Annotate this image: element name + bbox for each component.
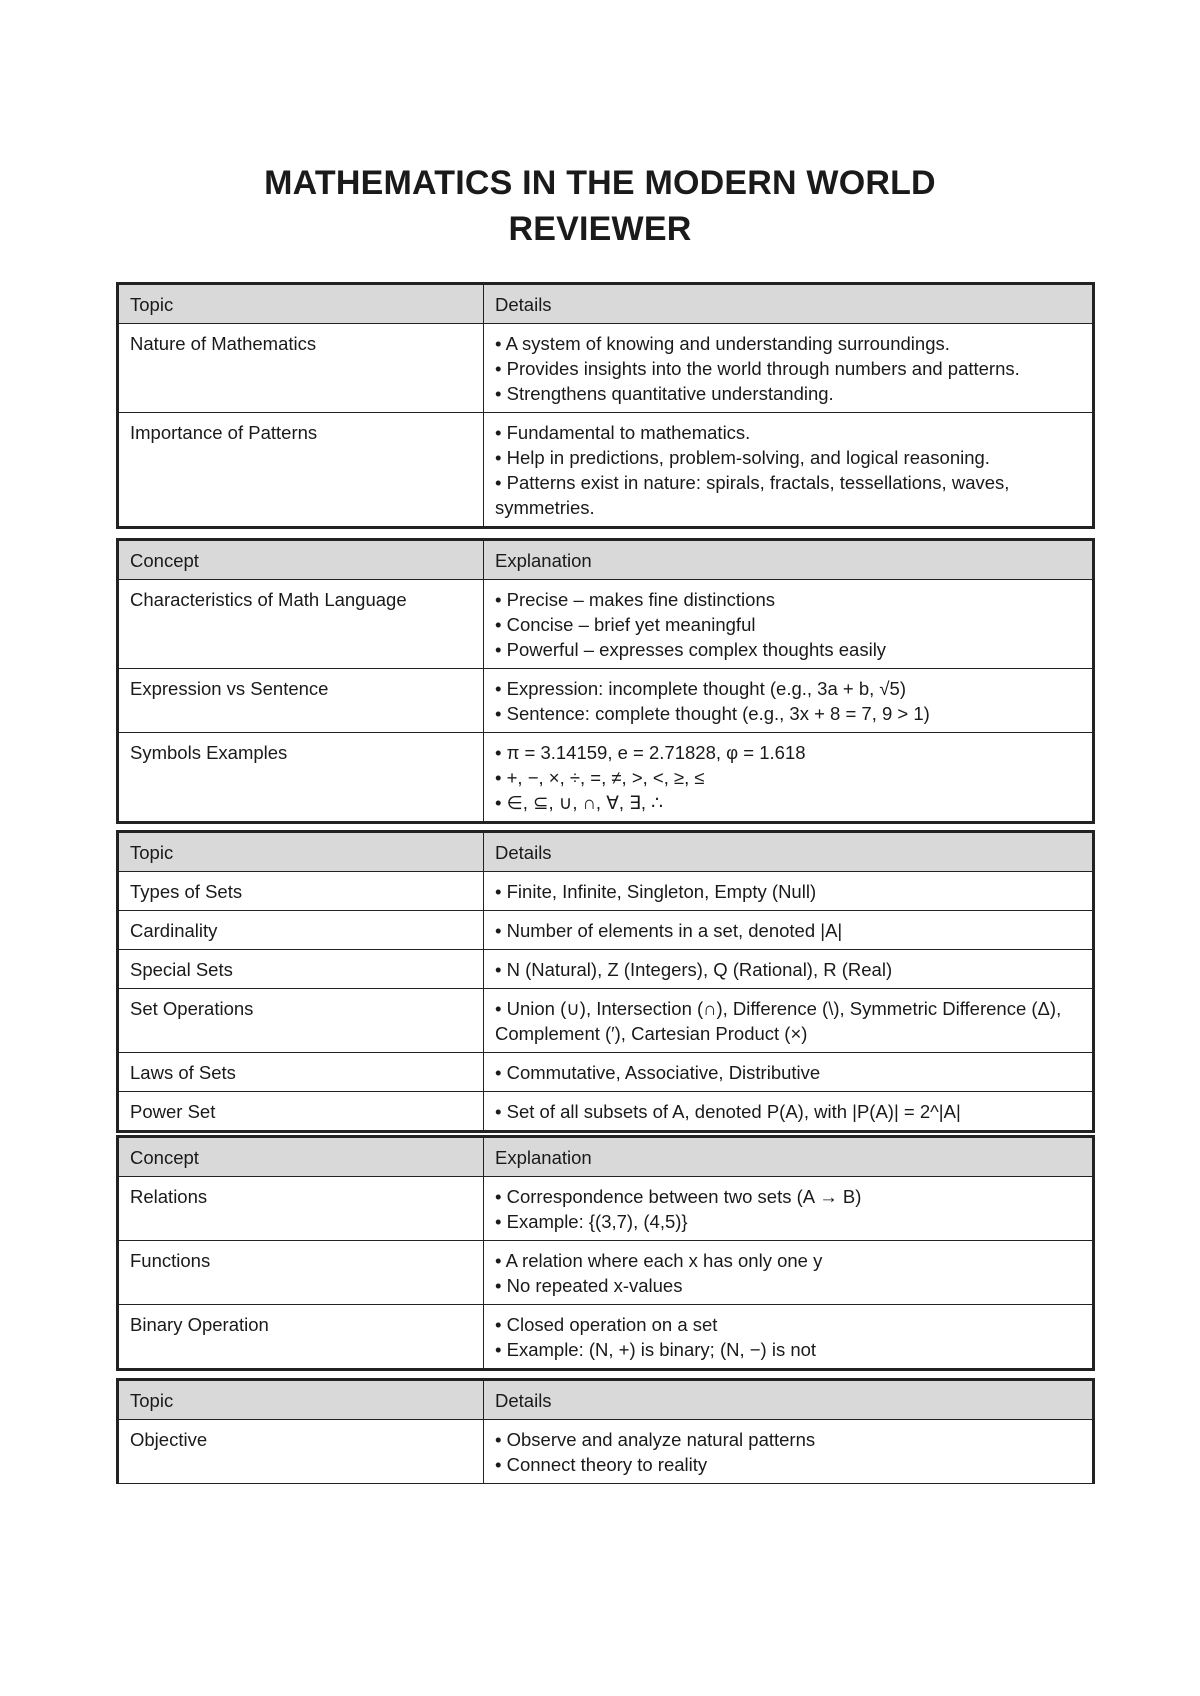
table-row — [118, 1053, 1094, 1092]
detail-bullet: • Strengthens quantitative understanding. — [495, 383, 834, 404]
column-header-topic: Topic — [118, 1380, 484, 1420]
table-row — [118, 1420, 1094, 1484]
table-row — [118, 1092, 1094, 1132]
detail-bullet: • N (Natural), Z (Integers), Q (Rational), R (Real) — [495, 959, 893, 980]
table-row — [118, 872, 1094, 911]
row-label: Nature of Mathematics — [118, 324, 484, 413]
column-header-details: Details — [484, 1380, 1094, 1420]
table-header-row — [118, 1380, 1094, 1420]
detail-bullet: • Concise – brief yet meaningful — [495, 614, 756, 635]
table-header-row — [118, 284, 1094, 324]
row-label: Expression vs Sentence — [118, 669, 484, 733]
row-details — [484, 1092, 1094, 1132]
row-label: Set Operations — [118, 989, 484, 1053]
column-header-topic: Topic — [118, 832, 484, 872]
row-label: Symbols Examples — [118, 733, 484, 823]
row-details — [484, 733, 1094, 823]
page-title — [0, 160, 1200, 252]
detail-bullet: • ∈, ⊆, ∪, ∩, ∀, ∃, ∴ — [495, 792, 663, 813]
table-row — [118, 950, 1094, 989]
detail-bullet: • Closed operation on a set — [495, 1314, 718, 1335]
row-details — [484, 1305, 1094, 1370]
relations-functions-table — [116, 1135, 1095, 1371]
detail-bullet: • Connect theory to reality — [495, 1454, 708, 1475]
table-row — [118, 580, 1094, 669]
row-details — [484, 580, 1094, 669]
row-label: Power Set — [118, 1092, 484, 1132]
table-header-row — [118, 832, 1094, 872]
table-header-row — [118, 1137, 1094, 1177]
detail-bullet: • Powerful – expresses complex thoughts easily — [495, 639, 887, 660]
row-label: Special Sets — [118, 950, 484, 989]
row-details — [484, 324, 1094, 413]
row-details — [484, 872, 1094, 911]
row-details — [484, 669, 1094, 733]
table-row — [118, 911, 1094, 950]
row-label: Importance of Patterns — [118, 413, 484, 528]
row-label: Relations — [118, 1177, 484, 1241]
detail-bullet: • Finite, Infinite, Singleton, Empty (Null) — [495, 881, 817, 902]
detail-bullet: • Expression: incomplete thought (e.g., 3a + b, √5) — [495, 678, 907, 699]
detail-bullet: • Sentence: complete thought (e.g., 3x + 8 = 7, 9 > 1) — [495, 703, 930, 724]
column-header-details: Explanation — [484, 540, 1094, 580]
math-language-table — [116, 538, 1095, 824]
column-header-details: Details — [484, 284, 1094, 324]
detail-bullet: • Example: {(3,7), (4,5)} — [495, 1211, 688, 1232]
row-details — [484, 989, 1094, 1053]
detail-bullet: • Example: (N, +) is binary; (N, −) is not — [495, 1339, 817, 1360]
detail-bullet: • A system of knowing and understanding surroundings. — [495, 333, 950, 354]
row-details — [484, 911, 1094, 950]
row-details — [484, 950, 1094, 989]
column-header-topic: Concept — [118, 1137, 484, 1177]
column-header-topic: Concept — [118, 540, 484, 580]
detail-bullet: • Number of elements in a set, denoted |A| — [495, 920, 843, 941]
detail-bullet: • Correspondence between two sets (A → B) — [495, 1186, 862, 1207]
table-header-row — [118, 540, 1094, 580]
detail-bullet: • +, −, ×, ÷, =, ≠, >, <, ≥, ≤ — [495, 767, 705, 788]
row-label: Binary Operation — [118, 1305, 484, 1370]
table-row — [118, 1177, 1094, 1241]
row-details — [484, 413, 1094, 528]
column-header-details: Details — [484, 832, 1094, 872]
detail-bullet: • Commutative, Associative, Distributive — [495, 1062, 821, 1083]
column-header-details: Explanation — [484, 1137, 1094, 1177]
table-row — [118, 733, 1094, 823]
row-label: Types of Sets — [118, 872, 484, 911]
row-label: Laws of Sets — [118, 1053, 484, 1092]
detail-bullet: • No repeated x-values — [495, 1275, 683, 1296]
page-title-line-1: MATHEMATICS IN THE MODERN WORLD — [264, 164, 936, 202]
detail-bullet: • Union (∪), Intersection (∩), Difference (\), Symmetric Difference (Δ), Complement (′), Cartesian Product (×) — [495, 998, 1062, 1044]
row-details — [484, 1241, 1094, 1305]
table-row — [118, 413, 1094, 528]
row-label: Cardinality — [118, 911, 484, 950]
row-label: Functions — [118, 1241, 484, 1305]
sets-table — [116, 830, 1095, 1133]
objective-table — [116, 1378, 1095, 1484]
detail-bullet: • Provides insights into the world through numbers and patterns. — [495, 358, 1020, 379]
table-row — [118, 1305, 1094, 1370]
detail-bullet: • Observe and analyze natural patterns — [495, 1429, 816, 1450]
row-details — [484, 1420, 1094, 1484]
detail-bullet: • Patterns exist in nature: spirals, fractals, tessellations, waves, symmetries. — [495, 472, 1010, 518]
table-row — [118, 324, 1094, 413]
table-row — [118, 989, 1094, 1053]
table-row — [118, 669, 1094, 733]
detail-bullet: • Precise – makes fine distinctions — [495, 589, 775, 610]
detail-bullet: • Help in predictions, problem-solving, and logical reasoning. — [495, 447, 990, 468]
row-label: Characteristics of Math Language — [118, 580, 484, 669]
detail-bullet: • A relation where each x has only one y — [495, 1250, 823, 1271]
detail-bullet: • Fundamental to mathematics. — [495, 422, 751, 443]
nature-and-patterns-table — [116, 282, 1095, 529]
detail-bullet: • π = 3.14159, e = 2.71828, φ = 1.618 — [495, 742, 806, 763]
page-title-line-2: REVIEWER — [508, 210, 692, 248]
row-details — [484, 1053, 1094, 1092]
row-label: Objective — [118, 1420, 484, 1484]
row-details — [484, 1177, 1094, 1241]
detail-bullet: • Set of all subsets of A, denoted P(A), with |P(A)| = 2^|A| — [495, 1101, 961, 1122]
column-header-topic: Topic — [118, 284, 484, 324]
table-row — [118, 1241, 1094, 1305]
